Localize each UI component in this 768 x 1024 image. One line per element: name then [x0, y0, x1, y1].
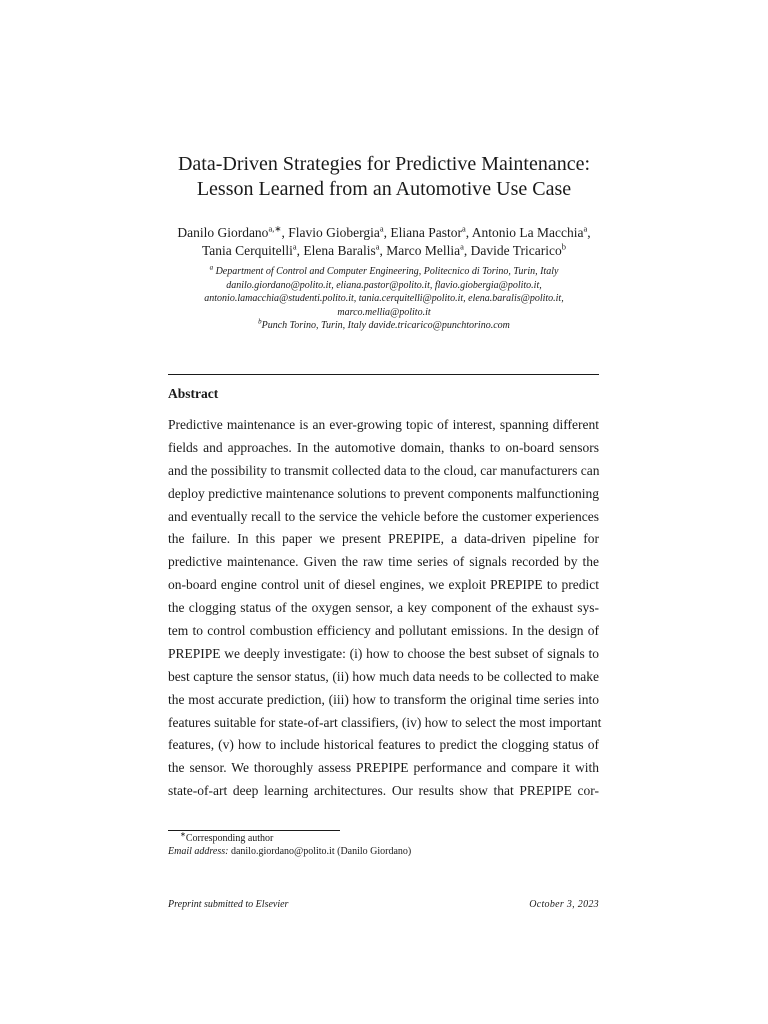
- abstract-line: and the possibility to transmit collected data to the cloud, car manufacturers can: [168, 462, 600, 478]
- author-mark: a: [583, 223, 588, 234]
- affiliations: [150, 265, 618, 333]
- author-separator: ,: [296, 243, 304, 258]
- preprint-note: Preprint submitted to Elsevier: [168, 899, 289, 910]
- abstract-line: the failure. In this paper we present PREPIPE, a data-driven pipeline for: [168, 531, 599, 547]
- author-mark: a,∗: [268, 223, 282, 234]
- author-mark: a: [461, 223, 466, 234]
- abstract-heading: Abstract: [168, 386, 219, 401]
- author-name: Elena Baralis: [303, 243, 376, 258]
- affiliation-mark: b: [258, 317, 262, 326]
- abstract-line: the clogging status of the oxygen sensor, a key component of the exhaust sys-: [168, 600, 599, 616]
- affiliation-text: Department of Control and Computer Engineering, Politecnico di Torino, Turin, Italy: [215, 266, 559, 277]
- abstract-line: the sensor. We thoroughly assess PREPIPE performance and compare it with: [168, 760, 599, 776]
- author-mark: b: [561, 241, 567, 252]
- abstract-line: tem to control combustion efficiency and pollutant emissions. In the design of: [168, 623, 599, 639]
- author-name: Flavio Giobergia: [288, 225, 380, 240]
- author-separator: ,: [587, 225, 591, 240]
- affiliation-a: [150, 265, 618, 279]
- abstract-line: and eventually recall to the service the vehicle before the customer experiences: [168, 508, 599, 524]
- footnote-rule: [168, 830, 340, 831]
- author-name: Davide Tricarico: [470, 243, 562, 258]
- abstract-line: features suitable for state-of-art classifiers, (iv) how to select the most important: [168, 714, 602, 730]
- author-separator: ,: [465, 225, 472, 240]
- author-separator: ,: [463, 243, 471, 258]
- affiliation-emails-2: antonio.lamacchia@studenti.polito.it, tania.cerquitelli@polito.it, elena.baralis@polito.it,: [204, 293, 564, 304]
- author-line-1: [130, 224, 638, 242]
- corresponding-author-note: [168, 832, 599, 845]
- author-name: Antonio La Macchia: [471, 225, 584, 240]
- author-mark: a: [379, 223, 384, 234]
- footnote-mark: ∗: [180, 830, 186, 839]
- author-separator: ,: [379, 243, 387, 258]
- abstract-line: fields and approaches. In the automotive domain, thanks to on-board sensors: [168, 439, 599, 455]
- author-name: Tania Cerquitelli: [201, 243, 293, 258]
- abstract-line: Predictive maintenance is an ever-growing topic of interest, spanning different: [168, 417, 599, 432]
- paper-title: [120, 152, 648, 202]
- author-mark: a: [375, 241, 380, 252]
- title-line-1: Data-Driven Strategies for Predictive Maintenance:: [177, 153, 591, 175]
- author-separator: ,: [383, 225, 391, 240]
- affiliation-text: Punch Torino, Turin, Italy davide.tricarico@punchtorino.com: [261, 320, 510, 331]
- author-name: Marco Mellia: [386, 243, 461, 258]
- affiliation-emails-3: marco.mellia@polito.it: [337, 306, 431, 318]
- date-note: October 3, 2023: [529, 899, 599, 910]
- author-name: Eliana Pastor: [390, 225, 462, 240]
- footnote: [168, 832, 599, 858]
- abstract-top-rule: [168, 374, 599, 375]
- abstract-line: predictive maintenance. Given the raw time series of signals recorded by the: [168, 554, 599, 570]
- abstract-body: [168, 414, 602, 803]
- abstract-line: PREPIPE we deeply investigate: (i) how to choose the best subset of signals to: [168, 645, 599, 661]
- author-mark: a: [292, 241, 297, 252]
- abstract-line: features, (v) how to include historical features to predict the clogging status of: [168, 737, 599, 753]
- abstract-line: the most accurate prediction, (iii) how to transform the original time series into: [168, 691, 599, 707]
- author-list: [130, 224, 638, 260]
- author-separator: ,: [281, 225, 289, 240]
- abstract-line: state-of-art deep learning architectures. Our results show that PREPIPE cor-: [168, 783, 599, 799]
- email-label: Email address:: [168, 846, 229, 857]
- email-text: danilo.giordano@polito.it (Danilo Giordano): [230, 846, 412, 857]
- abstract-line: on-board engine control unit of diesel engines, we exploit PREPIPE to predict: [168, 577, 599, 593]
- author-mark: a: [460, 241, 464, 252]
- footnote-text: Corresponding author: [185, 833, 274, 844]
- affiliation-emails-1: danilo.giordano@polito.it, eliana.pastor@polito.it, flavio.giobergia@polito.it,: [226, 279, 542, 291]
- email-note: [168, 845, 599, 858]
- title-line-2: Lesson Learned from an Automotive Use Case: [196, 178, 572, 200]
- author-name: Danilo Giordano: [177, 225, 269, 240]
- affiliation-b: [150, 319, 618, 333]
- affiliation-mark: a: [209, 263, 214, 272]
- abstract-line: best capture the sensor status, (ii) how much data needs to be collected to make: [168, 668, 599, 684]
- abstract-line: deploy predictive maintenance solutions to prevent components malfunctioning: [168, 485, 599, 501]
- author-line-2: [130, 242, 638, 260]
